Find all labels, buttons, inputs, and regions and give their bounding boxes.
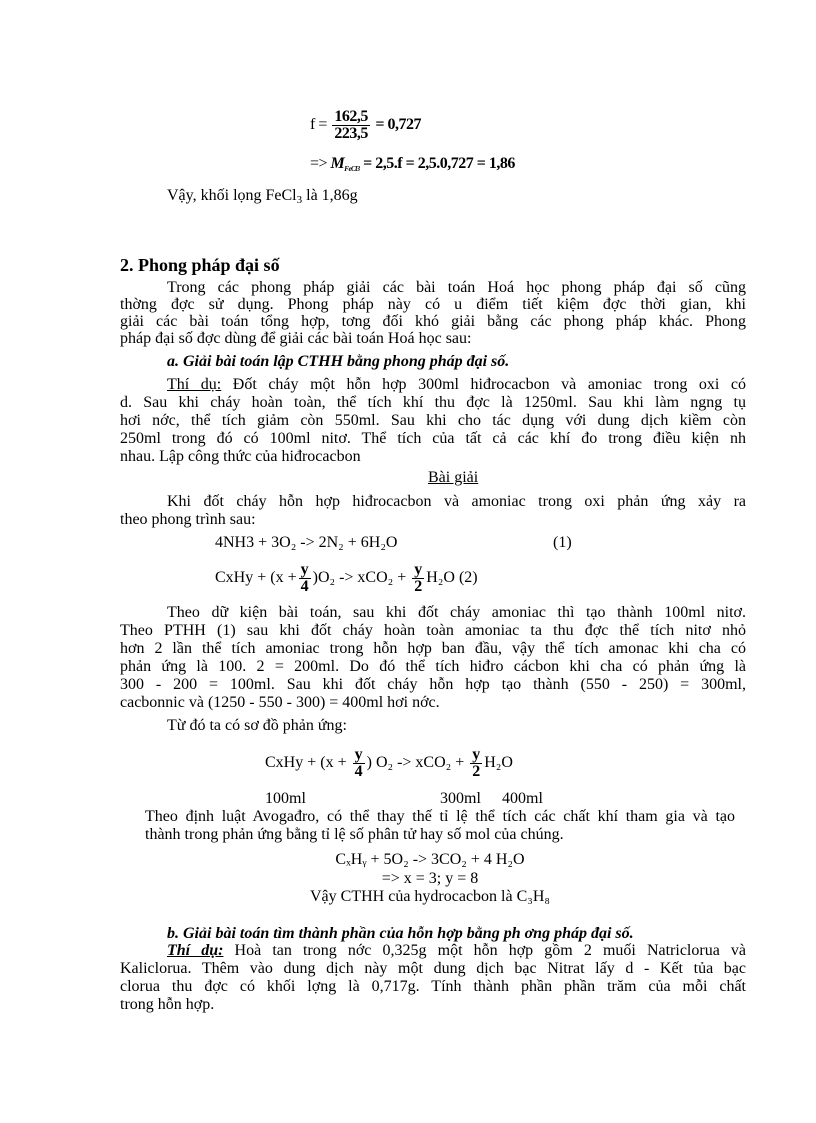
m-expression: = 2,5.f = 2,5.0,727 = 1,86 bbox=[363, 155, 515, 172]
equation-4: CₓHᵧ + 5O₂ -> 3CO₂ + 4 H₂O bbox=[335, 851, 525, 868]
analysis-line: Theo PTHH (1) sau khi đốt cháy hoàn toàn amoniac ta thu đợc thể tích nitơ nhỏ bbox=[120, 622, 746, 639]
eq3-part: ) O₂ -> xCO₂ + bbox=[366, 754, 465, 771]
avogadro-line: Theo định luật Avogađro, có thể thay thế tỉ lệ thể tích các chất khí tham gia và tạo bbox=[145, 808, 735, 825]
intro-line: thờng đợc sử dụng. Phong pháp này có u điểm tiết kiệm đợc thời gian, khi bbox=[120, 296, 746, 313]
solution-title: Bài giải bbox=[428, 469, 479, 486]
analysis-line: 300 - 200 = 100ml. Sau khi đốt cháy hỗn hợp tạo thành (550 - 250) = 300ml, bbox=[120, 676, 746, 693]
f-numerator: 162,5 bbox=[334, 107, 368, 125]
example-text: Đốt cháy một hỗn hợp 300ml hiđrocacbon và amoniac trong oxi có bbox=[221, 376, 746, 393]
example-a-line: hơi nớc, thể tích giảm còn 550ml. Sau khi cho tác dụng với dung dịch kiềm còn bbox=[120, 412, 746, 429]
intro-line: giải các bài toán tổng hợp, tơng đối khó giải bằng các phong pháp khác. Phong bbox=[120, 313, 746, 330]
example-b-line: trong hỗn hợp. bbox=[120, 996, 215, 1013]
frac-den: 2 bbox=[472, 762, 481, 780]
answer-line: Vậy CTHH của hydrocacbon là C₃H₈ bbox=[310, 888, 550, 905]
implies-arrow: => bbox=[310, 155, 328, 172]
conclusion-subscript: 3 bbox=[296, 194, 303, 206]
example-b-line: clorua thu đợc có khối lợng là 0,717g. Tính thành phần phần trăm của mỗi chất bbox=[120, 978, 746, 995]
f-equation bbox=[310, 104, 421, 146]
volume-cxhy: 100ml bbox=[265, 790, 306, 807]
frac-num: y bbox=[414, 560, 423, 578]
equation-1: 4NH3 + 3O₂ -> 2N₂ + 6H₂O bbox=[215, 534, 398, 551]
solution-line: theo phong trình sau: bbox=[120, 511, 256, 528]
fraction-y-4 bbox=[299, 562, 311, 595]
intro-line: pháp đại số đợc dùng để giải các bài toán Hoá học sau: bbox=[120, 330, 472, 347]
result-line: => x = 3; y = 8 bbox=[381, 870, 479, 887]
subsection-a-heading: a. Giải bài toán lập CTHH bằng phong pháp đại số. bbox=[167, 353, 510, 370]
example-a-line bbox=[120, 376, 746, 394]
example-a-line: d. Sau khi cháy hoàn toàn, thể tích khí thu đợc là 1250ml. Sau khi làm ngng tụ bbox=[120, 394, 746, 411]
subsection-b-heading: b. Giải bài toán tìm thành phần của hỗn hợp bằng ph ơng pháp đại số. bbox=[167, 925, 634, 942]
m-symbol: M bbox=[330, 155, 345, 172]
eq2-part: O₂ -> xCO₂ + bbox=[317, 569, 407, 586]
eq3-part: CxHy + (x + bbox=[265, 754, 347, 771]
fraction-y-4 bbox=[353, 747, 365, 780]
analysis-line: Theo dữ kiện bài toán, sau khi đốt cháy amoniac thì tạo thành 100ml nitơ. bbox=[167, 604, 746, 621]
equation-2: CxHy + (x + $\frac{y}{4}$ )O₂ -> xCO₂ + $\frac{y}{2}$ H₂O (2) bbox=[215, 560, 478, 595]
frac-den: 4 bbox=[354, 762, 363, 780]
avogadro-line: thành trong phản ứng bằng tỉ lệ số phân tử hay số mol của chúng. bbox=[145, 826, 564, 843]
example-label: Thí dụ: bbox=[167, 942, 224, 959]
frac-den: 2 bbox=[414, 577, 423, 595]
conclusion-text: Vậy, khối lọng FeCl bbox=[167, 187, 297, 204]
conclusion-line bbox=[167, 187, 358, 205]
frac-num: y bbox=[354, 745, 363, 763]
intro-line: Trong các phong pháp giải các bài toán Hoá học phong pháp đại số cũng bbox=[167, 279, 746, 296]
equation-1-number: (1) bbox=[553, 534, 572, 551]
example-text: Hoà tan trong nớc 0,325g một hỗn hợp gồm 2 muối Natriclorua và bbox=[223, 942, 746, 959]
section-heading: 2. Phong pháp đại số bbox=[120, 255, 280, 275]
fraction-y-2 bbox=[470, 747, 482, 780]
eq2-part: CxHy + (x + bbox=[215, 569, 297, 586]
frac-den: 4 bbox=[300, 577, 309, 595]
frac-num: y bbox=[300, 560, 309, 578]
example-a-line: nhau. Lập công thức của hiđrocacbon bbox=[120, 448, 361, 465]
eq2-part: H₂O (2) bbox=[426, 569, 478, 586]
f-denominator: 223,5 bbox=[334, 124, 368, 142]
example-b-line bbox=[120, 942, 746, 960]
f-result: = 0,727 bbox=[375, 116, 421, 133]
frac-num: y bbox=[472, 745, 481, 763]
example-b-line: Kaliclorua. Thêm vào dung dịch này một dung dịch bạc Nitrat lấy d - Kết tủa bạc bbox=[120, 960, 746, 977]
solution-line: Khi đốt cháy hỗn hợp hiđrocacbon và amoniac trong oxi phản ứng xảy ra bbox=[167, 493, 746, 510]
equation-3 bbox=[265, 745, 513, 781]
analysis-line: phản ứng là 100. 2 = 200ml. Do đó thể tích hiđro cácbon khi cha có phản ứng là bbox=[120, 658, 746, 675]
example-a-line: 250ml trong đó có 100ml nitơ. Thể tích của tất cả các khí đo trong điều kiện nh bbox=[120, 430, 746, 447]
example-label: Thí dụ: bbox=[167, 376, 222, 393]
volume-co2: 300ml bbox=[440, 790, 481, 807]
conclusion-value: là 1,86g bbox=[302, 187, 358, 204]
f-label: f = bbox=[310, 116, 327, 133]
scheme-intro: Từ đó ta có sơ đồ phản ứng: bbox=[167, 717, 347, 734]
f-fraction bbox=[332, 109, 370, 142]
analysis-line: cacbonnic và (1250 - 550 - 300) = 400ml hơi nớc. bbox=[120, 694, 440, 711]
volume-h2o: 400ml bbox=[502, 790, 543, 807]
fraction-y-2 bbox=[412, 562, 424, 595]
m-subscript: FeCl3 bbox=[344, 165, 360, 173]
eq3-part: H₂O bbox=[484, 754, 513, 771]
mass-equation bbox=[310, 155, 515, 173]
analysis-line: hơn 2 lần thể tích amoniac trong hỗn hợp ban đầu, vậy thể tích amonac khi cha có bbox=[120, 640, 746, 657]
